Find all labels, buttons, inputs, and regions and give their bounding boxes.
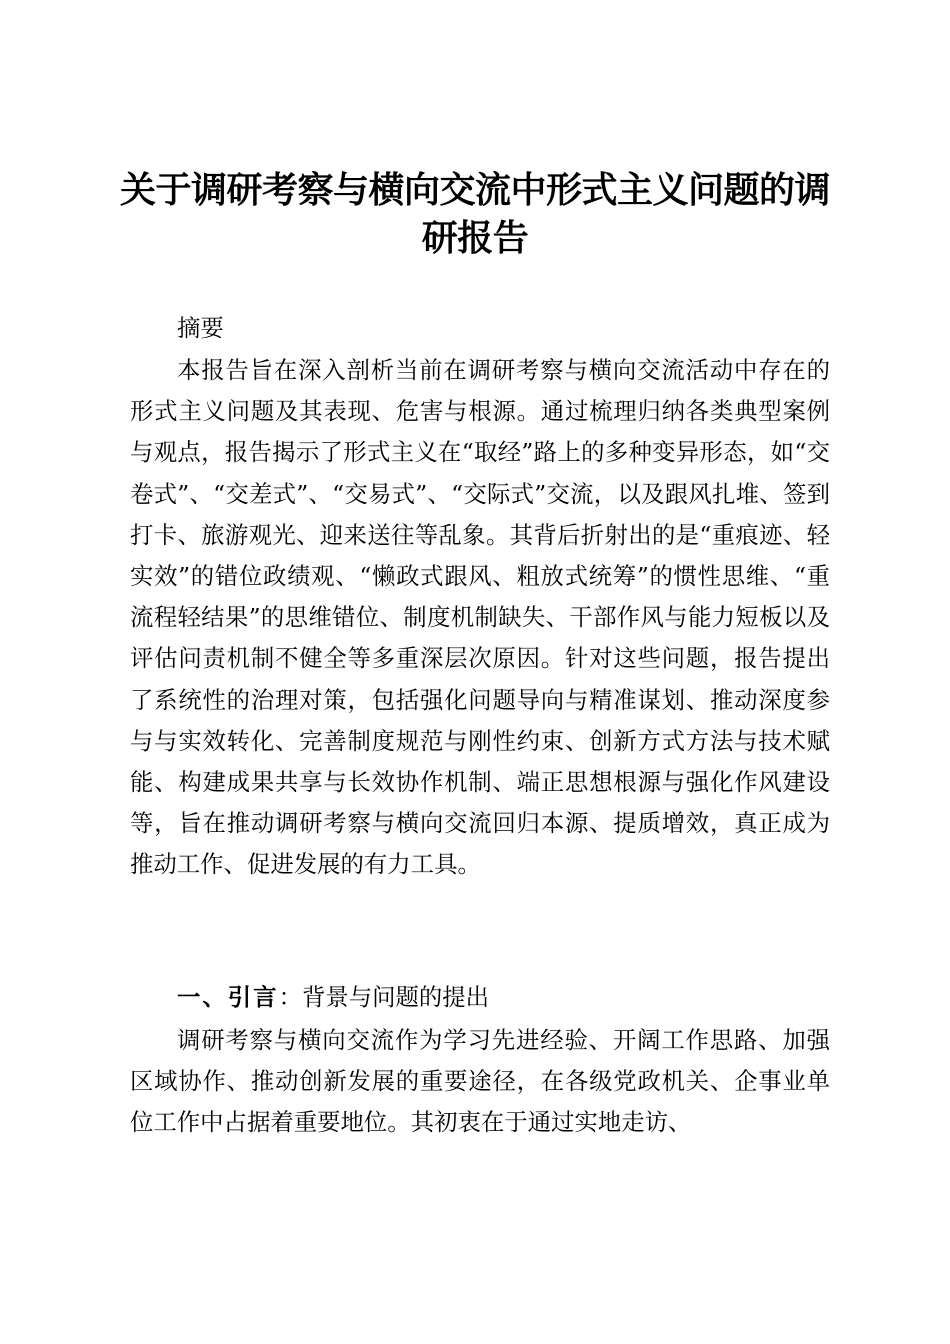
section-heading-number: 一、引言 [177, 983, 279, 1011]
section-heading-introduction [177, 977, 489, 1018]
introduction-paragraph: 调研考察与横向交流作为学习先进经验、开阔工作思路、加强区域协作、推动创新发展的重要途径，在各级党政机关、企事业单位工作中占据着重要地位。其初衷在于通过实地走访、 [130, 1026, 830, 1137]
document-title: 关于调研考察与横向交流中形式主义问题的调研报告 [120, 169, 831, 259]
abstract-label: 摘要 [177, 314, 224, 342]
abstract-paragraph: 本报告旨在深入剖析当前在调研考察与横向交流活动中存在的形式主义问题及其表现、危害与根源。通过梳理归纳各类典型案例与观点，报告揭示了形式主义在“取经”路上的多种变异形态，如“交卷式”、“交差式”、“交易式”、“交际式”交流，以及跟风扎堆、签到打卡、旅游观光、迎来送往等乱象。其背后折射出的是“重痕迹、轻实效”的错位政绩观、“懒政式跟风、粗放式统筹”的惯性思维、“重流程轻结果”的思维错位、制度机制缺失、干部作风与能力短板以及评估问责机制不健全等多重深层次原因。针对这些问题，报告提出了系统性的治理对策，包括强化问题导向与精准谋划、推动深度参与与实效转化、完善制度规范与刚性约束、创新方式方法与技术赋能、构建成果共享与长效协作机制、端正思想根源与强化作风建设等，旨在推动调研考察与横向交流回归本源、提质增效，真正成为推动工作、促进发展的有力工具。 [130, 356, 830, 879]
section-heading-text: ：背景与问题的提出 [278, 983, 490, 1011]
